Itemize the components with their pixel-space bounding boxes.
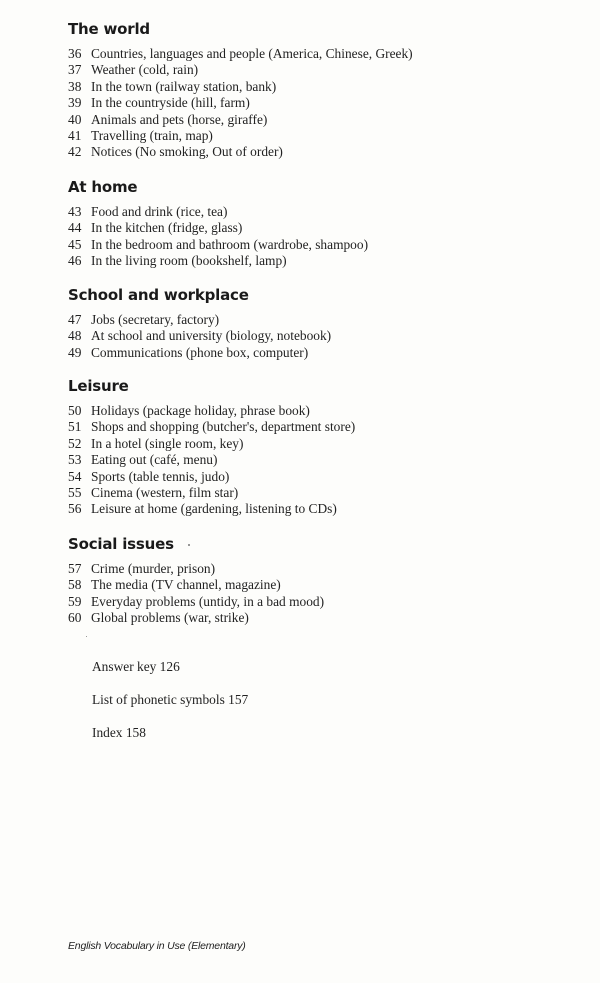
section-at-home [68, 178, 368, 270]
unit-list [68, 561, 324, 627]
unit-title: In the kitchen (fridge, glass) [91, 220, 243, 236]
unit-item [68, 403, 355, 419]
unit-item [68, 436, 355, 452]
unit-title: Everyday problems (untidy, in a bad mood) [91, 593, 325, 609]
unit-title: In the countryside (hill, farm) [91, 95, 250, 111]
section-social-issues [68, 535, 324, 627]
unit-title: Crime (murder, prison) [91, 561, 216, 576]
unit-item [68, 112, 413, 128]
unit-title: Leisure at home (gardening, listening to CDs) [91, 501, 337, 517]
unit-title: In the living room (bookshelf, lamp) [91, 253, 287, 269]
unit-number: 39 [68, 95, 82, 111]
unit-number: 38 [68, 78, 82, 94]
unit-title: Sports (table tennis, judo) [91, 468, 230, 484]
unit-item [68, 328, 331, 344]
unit-title: In the town (railway station, bank) [91, 78, 277, 94]
index-entry: Index 158 [92, 725, 146, 740]
unit-number: 59 [68, 593, 82, 609]
unit-item [68, 345, 331, 361]
unit-item [68, 144, 413, 160]
unit-title: The media (TV channel, magazine) [91, 577, 281, 593]
unit-title: Global problems (war, strike) [91, 610, 249, 626]
unit-title: In a hotel (single room, key) [91, 435, 244, 451]
unit-title: Animals and pets (horse, giraffe) [91, 111, 268, 127]
unit-number: 60 [68, 610, 82, 626]
unit-title: Holidays (package holiday, phrase book) [91, 403, 310, 418]
print-speck [86, 636, 87, 637]
unit-number: 40 [68, 111, 82, 127]
unit-number: 43 [68, 204, 82, 219]
back-matter [92, 658, 248, 757]
unit-number: 36 [68, 46, 82, 61]
section-heading: The world [68, 20, 150, 38]
unit-title: Shops and shopping (butcher's, department store) [91, 419, 356, 435]
print-speck [188, 544, 190, 546]
unit-item [68, 253, 368, 269]
unit-item [68, 561, 324, 577]
unit-item [68, 312, 331, 328]
unit-item [68, 452, 355, 468]
unit-title: Weather (cold, rain) [91, 62, 199, 78]
unit-title: Eating out (café, menu) [91, 452, 218, 468]
unit-title: Communications (phone box, computer) [91, 344, 309, 360]
unit-number: 37 [68, 62, 82, 78]
unit-title: At school and university (biology, notebook) [91, 328, 332, 344]
unit-item [68, 501, 355, 517]
unit-number: 56 [68, 501, 82, 517]
section-heading: School and workplace [68, 286, 249, 304]
book-title-footer: English Vocabulary in Use (Elementary) [68, 940, 246, 952]
unit-number: 57 [68, 561, 82, 576]
unit-number: 53 [68, 452, 82, 468]
unit-title: In the bedroom and bathroom (wardrobe, shampoo) [91, 236, 369, 252]
section-the-world [68, 20, 413, 161]
section-leisure [68, 377, 355, 518]
unit-number: 42 [68, 144, 82, 160]
unit-number: 51 [68, 419, 82, 435]
unit-item [68, 95, 413, 111]
unit-item [68, 62, 413, 78]
unit-number: 49 [68, 344, 82, 360]
answer-key-entry: Answer key 126 [92, 659, 180, 674]
section-heading: Leisure [68, 377, 129, 395]
section-heading: Social issues [68, 535, 174, 553]
unit-title: Countries, languages and people (America, Chinese, Greek) [91, 46, 413, 61]
phonetic-symbols-entry: List of phonetic symbols 157 [92, 692, 249, 707]
unit-item [68, 204, 368, 220]
section-school-and-workplace [68, 286, 331, 361]
unit-item [68, 577, 324, 593]
unit-item [68, 79, 413, 95]
unit-item [68, 610, 324, 626]
unit-title: Notices (No smoking, Out of order) [91, 144, 283, 160]
unit-number: 54 [68, 468, 82, 484]
unit-item [68, 220, 368, 236]
unit-number: 48 [68, 328, 82, 344]
unit-number: 47 [68, 312, 82, 327]
unit-list [68, 312, 331, 361]
unit-number: 46 [68, 253, 82, 269]
unit-number: 41 [68, 128, 82, 144]
unit-number: 52 [68, 435, 82, 451]
unit-title: Cinema (western, film star) [91, 485, 239, 501]
section-heading: At home [68, 178, 138, 196]
unit-number: 45 [68, 236, 82, 252]
unit-item [68, 485, 355, 501]
unit-item [68, 46, 413, 62]
unit-number: 55 [68, 485, 82, 501]
unit-title: Jobs (secretary, factory) [91, 312, 220, 327]
unit-title: Travelling (train, map) [91, 128, 213, 144]
unit-list [68, 204, 368, 270]
unit-list [68, 46, 413, 161]
unit-title: Food and drink (rice, tea) [91, 204, 228, 219]
unit-item [68, 128, 413, 144]
unit-number: 58 [68, 577, 82, 593]
unit-item [68, 237, 368, 253]
unit-item [68, 469, 355, 485]
unit-list [68, 403, 355, 518]
unit-number: 50 [68, 403, 82, 418]
unit-number: 44 [68, 220, 82, 236]
unit-item [68, 419, 355, 435]
unit-item [68, 594, 324, 610]
